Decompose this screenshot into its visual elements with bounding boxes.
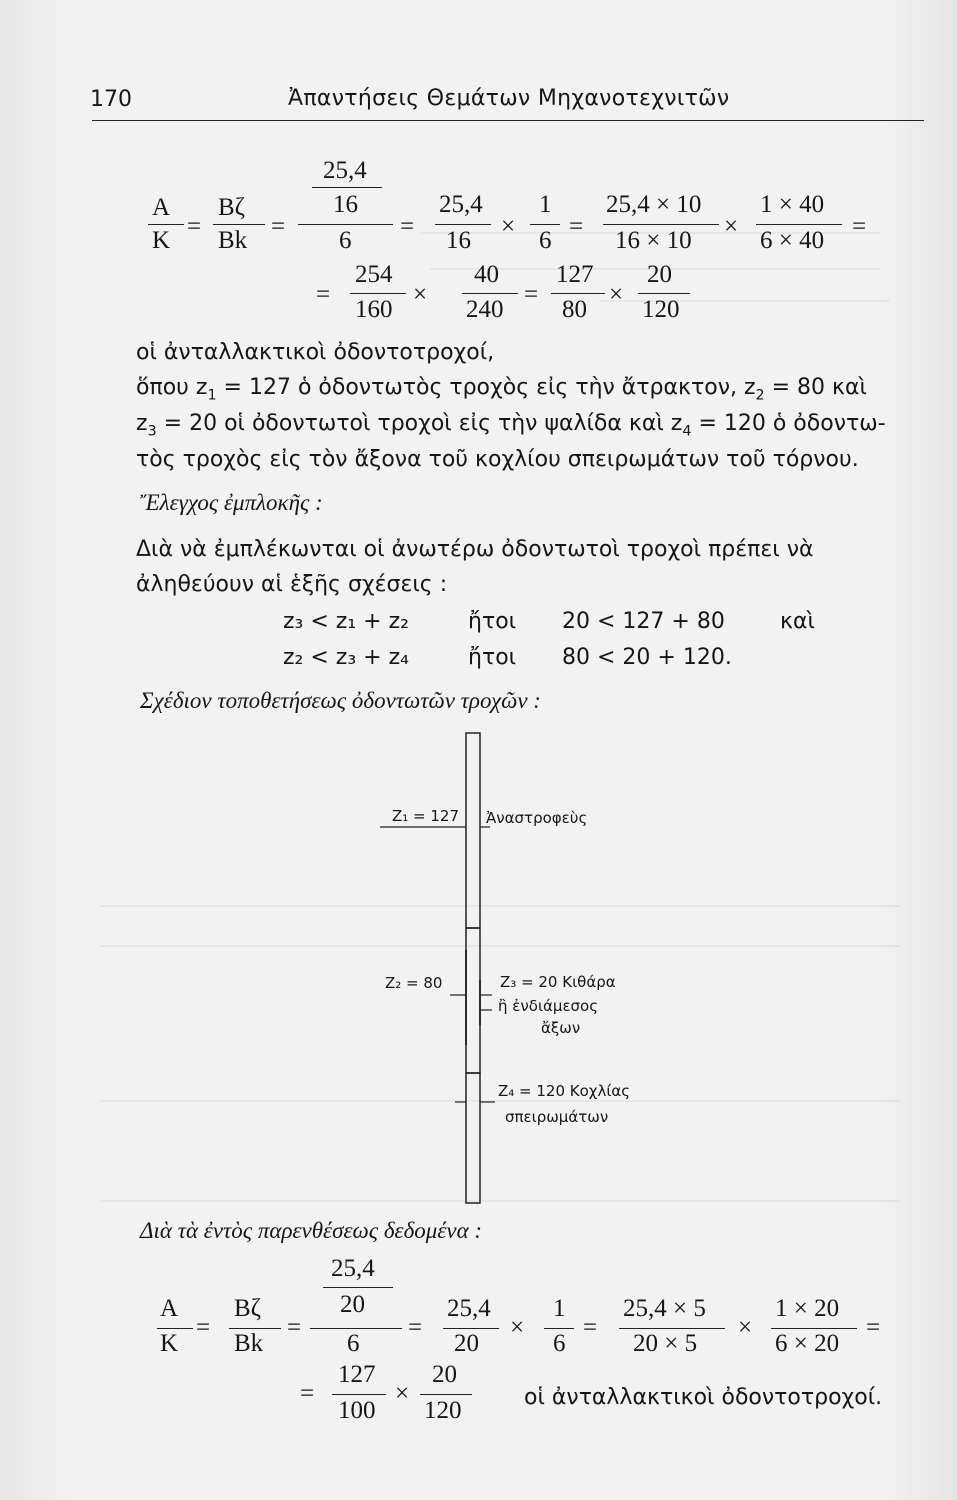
text-line-1: οἱ ἀνταλλακτικοὶ ὀδοντοτροχοί, (136, 340, 495, 365)
eq1-r4n: 20 (647, 261, 672, 288)
gear-train-diagram (380, 725, 680, 1210)
eq2-a: A (160, 1295, 179, 1322)
label-screw: σπειρωμάτων (505, 1108, 609, 1126)
eq1-f4n: 1 × 40 (760, 191, 825, 218)
label-spindle: Ἀναστροφεὺς (486, 809, 588, 827)
eq1-times-3: × (413, 281, 428, 308)
eq1-r1n: 254 (355, 261, 393, 288)
label-z2: Z₂ = 80 (385, 974, 443, 992)
eq2-f1n: 25,4 (447, 1295, 491, 1322)
eq1-times-1: × (501, 213, 516, 240)
eq2-equals-4: = (583, 1314, 598, 1341)
eq2-times-1: × (510, 1314, 525, 1341)
eq1-r4d: 120 (642, 296, 680, 323)
relation-2-values: 80 < 20 + 120. (562, 645, 732, 670)
eq1-r3d: 80 (562, 296, 587, 323)
text-line-4: τὸς τροχὸς εἰς τὸν ἄξονα τοῦ κοχλίου σπειρωμάτων τοῦ τόρνου. (136, 447, 859, 472)
relation-1: z₃ < z₁ + z₂ (283, 609, 409, 634)
eq2-equals-3: = (408, 1314, 423, 1341)
eq1-f4d: 6 × 40 (760, 227, 825, 254)
text-line-2: ὅπου $z_1 = 127$ ὁ ὀδοντωτὸς τροχὸς εἰς τὴν ἄτρακτον, $z_2 = 80$ καὶ (136, 375, 867, 404)
eq1-nest-mid: 16 (333, 191, 358, 218)
running-title: Ἀπαντήσεις Θεμάτων Μηχανοτεχνιτῶν (288, 86, 730, 111)
eq1-equals-6: = (316, 281, 331, 308)
label-intermediate: ἢ ἐνδιάμεσος (498, 997, 599, 1015)
relation-1-values: 20 < 127 + 80 (562, 609, 725, 634)
eq2-bk: Bk (234, 1330, 264, 1357)
eq1-f1n: 25,4 (439, 191, 483, 218)
eq1-equals-1: = (187, 213, 202, 240)
eq2-f2d: 6 (553, 1330, 566, 1357)
eq2-times-2: × (738, 1314, 753, 1341)
eq1-r2n: 40 (474, 261, 499, 288)
eq2-r2d: 120 (424, 1397, 462, 1424)
paragraph-line-1: Διὰ νὰ ἐμπλέκωνται οἱ ἀνωτέρω ὀδοντωτοὶ τροχοὶ πρέπει νὰ (136, 537, 814, 562)
eq2-f4d: 6 × 20 (775, 1330, 840, 1357)
eq2-equals-1: = (196, 1314, 211, 1341)
label-axle: ἄξων (541, 1019, 581, 1037)
label-z1: Z₁ = 127 (392, 807, 460, 825)
eq1-times-2: × (724, 213, 739, 240)
eq1-bz: Bζ (218, 194, 246, 221)
page-number: 170 (90, 87, 132, 112)
eq1-equals-2: = (271, 213, 286, 240)
eq2-r1d: 100 (338, 1397, 376, 1424)
eq2-equals-2: = (287, 1314, 302, 1341)
eq2-bz: Bζ (234, 1295, 262, 1322)
header-rule (92, 120, 924, 121)
eq2-f3n: 25,4 × 5 (623, 1295, 706, 1322)
eq1-f1d: 16 (446, 227, 471, 254)
eq2-f2n: 1 (553, 1295, 566, 1322)
eq1-nest-top: 25,4 (323, 157, 367, 184)
eq2-times-3: × (395, 1380, 410, 1407)
relation-1-and: καὶ (780, 609, 815, 634)
eq1-r3n: 127 (556, 261, 594, 288)
eq1-equals-3: = (400, 213, 415, 240)
eq2-f4n: 1 × 20 (775, 1295, 840, 1322)
paragraph-line-2: ἀληθεύουν αἱ ἑξῆς σχέσεις : (136, 572, 448, 597)
plan-heading: Σχέδιον τοποθετήσεως ὀδοντωτῶν τροχῶν : (140, 688, 541, 713)
eq2-equals-5: = (866, 1314, 881, 1341)
relation-2: z₂ < z₃ + z₄ (283, 645, 409, 670)
eq1-equals-5: = (852, 213, 867, 240)
parenthesis-heading: Διὰ τὰ ἐντὸς παρενθέσεως δεδομένα : (140, 1218, 483, 1243)
eq2-f1d: 20 (454, 1330, 479, 1357)
text-line-3: $z_3 = 20$ οἱ ὀδοντωτοὶ τροχοὶ εἰς τὴν ψαλίδα καὶ $z_4 = 120$ ὁ ὀδοντω- (136, 411, 886, 440)
eq1-k: K (152, 227, 171, 254)
eq2-r1n: 127 (338, 1361, 376, 1388)
eq2-equals-6: = (300, 1380, 315, 1407)
gear-z1-shaft (466, 733, 480, 928)
eq2-r2n: 20 (432, 1361, 457, 1388)
label-z4: Z₄ = 120 Κοχλίας (498, 1082, 631, 1100)
eq2-nest-bot: 6 (347, 1330, 360, 1357)
eq1-f3d: 16 × 10 (615, 227, 692, 254)
eq1-bk: Bk (218, 227, 248, 254)
eq1-nest-bot: 6 (339, 227, 352, 254)
final-label: οἱ ἀνταλλακτικοὶ ὀδοντοτροχοί. (524, 1385, 883, 1410)
label-z3: Z₃ = 20 Κιθάρα (500, 973, 616, 991)
eq1-a: A (152, 194, 171, 221)
eq2-f3d: 20 × 5 (633, 1330, 698, 1357)
eq2-nest-top: 25,4 (331, 1255, 375, 1282)
eq2-k: K (160, 1330, 179, 1357)
eq2-nest-mid: 20 (340, 1291, 365, 1318)
gear-z4-shaft (466, 1073, 480, 1203)
eq1-r1d: 160 (355, 296, 393, 323)
relation-2-word: ἤτοι (468, 645, 517, 670)
eq1-times-4: × (609, 281, 624, 308)
relation-1-word: ἤτοι (468, 609, 517, 634)
eq1-f2d: 6 (539, 227, 552, 254)
check-heading: Ἔλεγχος ἐμπλοκῆς : (140, 490, 323, 515)
eq1-r2d: 240 (466, 296, 504, 323)
eq1-equals-4: = (569, 213, 584, 240)
eq1-equals-7: = (524, 281, 539, 308)
eq1-f2n: 1 (539, 191, 552, 218)
eq1-f3n: 25,4 × 10 (606, 191, 702, 218)
gear-z2-shaft (466, 928, 480, 1073)
